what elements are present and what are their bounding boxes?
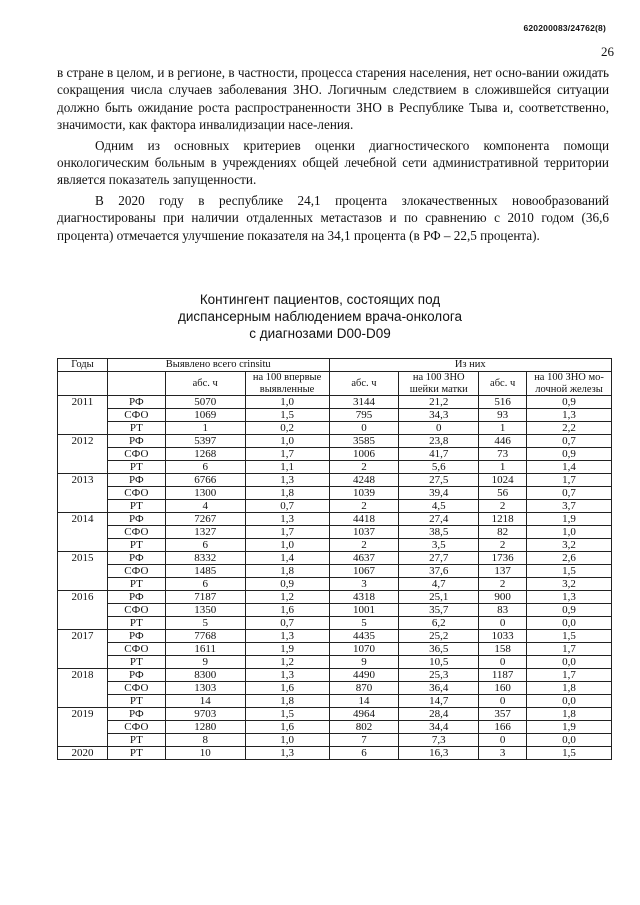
value-cell: 1,5 bbox=[245, 409, 329, 422]
value-cell: 3 bbox=[329, 578, 399, 591]
value-cell: 0 bbox=[479, 656, 527, 669]
value-cell: 0,7 bbox=[527, 435, 612, 448]
table-row bbox=[58, 396, 612, 409]
table-row bbox=[58, 552, 612, 565]
value-cell: 93 bbox=[479, 409, 527, 422]
value-cell: 1067 bbox=[329, 565, 399, 578]
value-cell: 1,0 bbox=[527, 526, 612, 539]
value-cell: 1,5 bbox=[527, 747, 612, 760]
value-cell: 25,2 bbox=[399, 630, 479, 643]
value-cell: 1,2 bbox=[245, 656, 329, 669]
value-cell: 28,4 bbox=[399, 708, 479, 721]
value-cell: 0 bbox=[479, 734, 527, 747]
value-cell: 6 bbox=[165, 578, 245, 591]
value-cell: 3144 bbox=[329, 396, 399, 409]
region-cell: РТ bbox=[107, 656, 165, 669]
value-cell: 1611 bbox=[165, 643, 245, 656]
value-cell: 6 bbox=[329, 747, 399, 760]
region-cell: РФ bbox=[107, 591, 165, 604]
value-cell: 1 bbox=[165, 422, 245, 435]
value-cell: 0,9 bbox=[527, 448, 612, 461]
value-cell: 0,7 bbox=[245, 617, 329, 630]
table-row bbox=[58, 513, 612, 526]
table-row bbox=[58, 734, 612, 747]
table-row bbox=[58, 643, 612, 656]
value-cell: 2 bbox=[479, 578, 527, 591]
region-cell: СФО bbox=[107, 682, 165, 695]
value-cell: 2 bbox=[329, 461, 399, 474]
value-cell: 4418 bbox=[329, 513, 399, 526]
paragraph-2: Одним из основных критериев оценки диагностического компонента помощи онкологическим больным в учреждениях общей лечебной сети административной территории является показатель запущенности. bbox=[57, 137, 609, 188]
region-cell: РТ bbox=[107, 539, 165, 552]
value-cell: 1,5 bbox=[245, 708, 329, 721]
region-cell: РФ bbox=[107, 513, 165, 526]
table-title-line: диспансерным наблюдением врача-онколога bbox=[178, 309, 462, 324]
value-cell: 25,1 bbox=[399, 591, 479, 604]
value-cell: 73 bbox=[479, 448, 527, 461]
region-cell: РТ bbox=[107, 695, 165, 708]
page-number: 26 bbox=[601, 44, 614, 59]
value-cell: 0,9 bbox=[527, 604, 612, 617]
value-cell: 357 bbox=[479, 708, 527, 721]
value-cell: 3 bbox=[479, 747, 527, 760]
value-cell: 1,7 bbox=[527, 669, 612, 682]
table-row bbox=[58, 487, 612, 500]
value-cell: 1,3 bbox=[245, 747, 329, 760]
value-cell: 1,8 bbox=[527, 682, 612, 695]
value-cell: 41,7 bbox=[399, 448, 479, 461]
header-detected: Выявлено всего crinsitu bbox=[107, 359, 329, 372]
value-cell: 870 bbox=[329, 682, 399, 695]
value-cell: 2 bbox=[329, 539, 399, 552]
table-row bbox=[58, 409, 612, 422]
region-cell: РФ bbox=[107, 474, 165, 487]
region-cell: СФО bbox=[107, 643, 165, 656]
table-row bbox=[58, 435, 612, 448]
value-cell: 16,3 bbox=[399, 747, 479, 760]
value-cell: 4435 bbox=[329, 630, 399, 643]
value-cell: 9 bbox=[165, 656, 245, 669]
table-row bbox=[58, 500, 612, 513]
year-cell: 2020 bbox=[58, 747, 108, 760]
region-cell: РФ bbox=[107, 552, 165, 565]
value-cell: 25,3 bbox=[399, 669, 479, 682]
value-cell: 1,8 bbox=[245, 565, 329, 578]
region-cell: РТ bbox=[107, 461, 165, 474]
table-row bbox=[58, 682, 612, 695]
value-cell: 27,4 bbox=[399, 513, 479, 526]
value-cell: 2 bbox=[479, 539, 527, 552]
value-cell: 82 bbox=[479, 526, 527, 539]
value-cell: 0 bbox=[399, 422, 479, 435]
value-cell: 0,9 bbox=[245, 578, 329, 591]
value-cell: 1,8 bbox=[527, 708, 612, 721]
table-row bbox=[58, 565, 612, 578]
value-cell: 10 bbox=[165, 747, 245, 760]
region-cell: РФ bbox=[107, 669, 165, 682]
document-id: 620200083/24762(8) bbox=[523, 23, 606, 33]
value-cell: 1,0 bbox=[245, 734, 329, 747]
value-cell: 1350 bbox=[165, 604, 245, 617]
value-cell: 1,2 bbox=[245, 591, 329, 604]
year-cell: 2019 bbox=[58, 708, 108, 747]
table-row bbox=[58, 617, 612, 630]
value-cell: 0,0 bbox=[527, 617, 612, 630]
value-cell: 160 bbox=[479, 682, 527, 695]
region-cell: СФО bbox=[107, 526, 165, 539]
value-cell: 446 bbox=[479, 435, 527, 448]
year-cell: 2017 bbox=[58, 630, 108, 669]
value-cell: 5,6 bbox=[399, 461, 479, 474]
value-cell: 1,4 bbox=[245, 552, 329, 565]
table-title bbox=[130, 291, 510, 342]
value-cell: 4490 bbox=[329, 669, 399, 682]
value-cell: 3,2 bbox=[527, 539, 612, 552]
value-cell: 37,6 bbox=[399, 565, 479, 578]
value-cell: 1037 bbox=[329, 526, 399, 539]
value-cell: 1,7 bbox=[245, 526, 329, 539]
value-cell: 1,8 bbox=[245, 487, 329, 500]
value-cell: 137 bbox=[479, 565, 527, 578]
header-blank bbox=[58, 372, 108, 396]
table-title-line: с диагнозами D00-D09 bbox=[249, 326, 391, 341]
table-row bbox=[58, 539, 612, 552]
year-cell: 2012 bbox=[58, 435, 108, 474]
value-cell: 27,7 bbox=[399, 552, 479, 565]
header-per100-cervix: на 100 ЗНО шейки матки bbox=[399, 372, 479, 396]
value-cell: 0 bbox=[479, 695, 527, 708]
value-cell: 795 bbox=[329, 409, 399, 422]
value-cell: 23,8 bbox=[399, 435, 479, 448]
table-row bbox=[58, 448, 612, 461]
value-cell: 39,4 bbox=[399, 487, 479, 500]
year-cell: 2011 bbox=[58, 396, 108, 435]
value-cell: 1,3 bbox=[527, 591, 612, 604]
header-of-them: Из них bbox=[329, 359, 611, 372]
value-cell: 1,5 bbox=[527, 565, 612, 578]
header-years: Годы bbox=[58, 359, 108, 372]
value-cell: 3,2 bbox=[527, 578, 612, 591]
table-row bbox=[58, 721, 612, 734]
table-row bbox=[58, 695, 612, 708]
region-cell: РТ bbox=[107, 578, 165, 591]
year-cell: 2018 bbox=[58, 669, 108, 708]
value-cell: 1 bbox=[479, 422, 527, 435]
value-cell: 10,5 bbox=[399, 656, 479, 669]
region-cell: СФО bbox=[107, 721, 165, 734]
value-cell: 1268 bbox=[165, 448, 245, 461]
region-cell: РФ bbox=[107, 396, 165, 409]
region-cell: РТ bbox=[107, 734, 165, 747]
value-cell: 5 bbox=[165, 617, 245, 630]
value-cell: 2,6 bbox=[527, 552, 612, 565]
value-cell: 1300 bbox=[165, 487, 245, 500]
value-cell: 802 bbox=[329, 721, 399, 734]
value-cell: 1,3 bbox=[245, 513, 329, 526]
table-row bbox=[58, 708, 612, 721]
value-cell: 1,1 bbox=[245, 461, 329, 474]
value-cell: 0,0 bbox=[527, 734, 612, 747]
year-cell: 2013 bbox=[58, 474, 108, 513]
value-cell: 1,7 bbox=[527, 474, 612, 487]
patients-table bbox=[57, 358, 612, 760]
value-cell: 1218 bbox=[479, 513, 527, 526]
value-cell: 21,2 bbox=[399, 396, 479, 409]
value-cell: 3585 bbox=[329, 435, 399, 448]
year-cell: 2015 bbox=[58, 552, 108, 591]
value-cell: 9703 bbox=[165, 708, 245, 721]
header-blank bbox=[107, 372, 165, 396]
value-cell: 5 bbox=[329, 617, 399, 630]
region-cell: РТ bbox=[107, 747, 165, 760]
value-cell: 1485 bbox=[165, 565, 245, 578]
value-cell: 1,9 bbox=[527, 721, 612, 734]
value-cell: 8332 bbox=[165, 552, 245, 565]
value-cell: 8300 bbox=[165, 669, 245, 682]
value-cell: 3,5 bbox=[399, 539, 479, 552]
value-cell: 0,7 bbox=[245, 500, 329, 513]
value-cell: 1,0 bbox=[245, 396, 329, 409]
value-cell: 34,3 bbox=[399, 409, 479, 422]
value-cell: 56 bbox=[479, 487, 527, 500]
header-abs: абс. ч bbox=[329, 372, 399, 396]
table-row bbox=[58, 526, 612, 539]
region-cell: СФО bbox=[107, 448, 165, 461]
value-cell: 1,6 bbox=[245, 682, 329, 695]
value-cell: 2 bbox=[479, 500, 527, 513]
value-cell: 1 bbox=[479, 461, 527, 474]
value-cell: 900 bbox=[479, 591, 527, 604]
value-cell: 1327 bbox=[165, 526, 245, 539]
value-cell: 1039 bbox=[329, 487, 399, 500]
value-cell: 0,0 bbox=[527, 656, 612, 669]
value-cell: 0 bbox=[329, 422, 399, 435]
value-cell: 38,5 bbox=[399, 526, 479, 539]
region-cell: РТ bbox=[107, 617, 165, 630]
header-abs: абс. ч bbox=[479, 372, 527, 396]
table-row bbox=[58, 591, 612, 604]
value-cell: 1,5 bbox=[527, 630, 612, 643]
value-cell: 166 bbox=[479, 721, 527, 734]
value-cell: 1,3 bbox=[245, 474, 329, 487]
paragraph-3: В 2020 году в республике 24,1 процента злокачественных новообразований диагностированы при наличии отдаленных метастазов и по сравнению с 2010 годом (36,6 процента) отмечается улучшение показателя на 34,1 процента (в РФ – 22,5 процента). bbox=[57, 192, 609, 243]
header-per100-breast: на 100 ЗНО мо-лочной железы bbox=[527, 372, 612, 396]
region-cell: СФО bbox=[107, 487, 165, 500]
table-row bbox=[58, 747, 612, 760]
value-cell: 1033 bbox=[479, 630, 527, 643]
value-cell: 1303 bbox=[165, 682, 245, 695]
value-cell: 1,9 bbox=[527, 513, 612, 526]
value-cell: 1,3 bbox=[245, 630, 329, 643]
value-cell: 3,7 bbox=[527, 500, 612, 513]
value-cell: 6766 bbox=[165, 474, 245, 487]
value-cell: 1,4 bbox=[527, 461, 612, 474]
header-abs: абс. ч bbox=[165, 372, 245, 396]
table-row bbox=[58, 474, 612, 487]
header-per100-first: на 100 впервые выявленные bbox=[245, 372, 329, 396]
value-cell: 7267 bbox=[165, 513, 245, 526]
region-cell: РФ bbox=[107, 435, 165, 448]
body-text bbox=[57, 64, 609, 244]
value-cell: 4,7 bbox=[399, 578, 479, 591]
table-row bbox=[58, 630, 612, 643]
region-cell: РФ bbox=[107, 708, 165, 721]
value-cell: 1006 bbox=[329, 448, 399, 461]
value-cell: 4964 bbox=[329, 708, 399, 721]
value-cell: 1070 bbox=[329, 643, 399, 656]
value-cell: 1,7 bbox=[527, 643, 612, 656]
value-cell: 1,6 bbox=[245, 721, 329, 734]
value-cell: 0,7 bbox=[527, 487, 612, 500]
value-cell: 35,7 bbox=[399, 604, 479, 617]
year-cell: 2016 bbox=[58, 591, 108, 630]
value-cell: 6 bbox=[165, 461, 245, 474]
paragraph-1: в стране в целом, и в регионе, в частности, процесса старения населения, нет осно-вании ожидать сокращения числа случаев заболевания ЗНО. Логичным следствием в сложившейся ситуации должно быть ожидание роста распространенности ЗНО в Республике Тыва и, соответственно, значимости, как фактора инвалидизации насе-ления. bbox=[57, 65, 609, 133]
value-cell: 0 bbox=[479, 617, 527, 630]
table-row bbox=[58, 461, 612, 474]
value-cell: 27,5 bbox=[399, 474, 479, 487]
value-cell: 34,4 bbox=[399, 721, 479, 734]
value-cell: 6,2 bbox=[399, 617, 479, 630]
value-cell: 36,4 bbox=[399, 682, 479, 695]
value-cell: 8 bbox=[165, 734, 245, 747]
value-cell: 1,3 bbox=[245, 669, 329, 682]
value-cell: 2,2 bbox=[527, 422, 612, 435]
value-cell: 0,2 bbox=[245, 422, 329, 435]
value-cell: 0,9 bbox=[527, 396, 612, 409]
region-cell: РФ bbox=[107, 630, 165, 643]
value-cell: 7187 bbox=[165, 591, 245, 604]
value-cell: 7,3 bbox=[399, 734, 479, 747]
value-cell: 1,8 bbox=[245, 695, 329, 708]
value-cell: 4637 bbox=[329, 552, 399, 565]
value-cell: 14,7 bbox=[399, 695, 479, 708]
value-cell: 1187 bbox=[479, 669, 527, 682]
value-cell: 1,9 bbox=[245, 643, 329, 656]
value-cell: 4248 bbox=[329, 474, 399, 487]
table-row bbox=[58, 669, 612, 682]
value-cell: 7768 bbox=[165, 630, 245, 643]
value-cell: 1069 bbox=[165, 409, 245, 422]
value-cell: 1024 bbox=[479, 474, 527, 487]
value-cell: 7 bbox=[329, 734, 399, 747]
table-row bbox=[58, 578, 612, 591]
table-row bbox=[58, 422, 612, 435]
value-cell: 4318 bbox=[329, 591, 399, 604]
value-cell: 1,6 bbox=[245, 604, 329, 617]
table-title-line: Контингент пациентов, состоящих под bbox=[199, 292, 441, 307]
value-cell: 14 bbox=[165, 695, 245, 708]
value-cell: 83 bbox=[479, 604, 527, 617]
value-cell: 2 bbox=[329, 500, 399, 513]
value-cell: 158 bbox=[479, 643, 527, 656]
value-cell: 14 bbox=[329, 695, 399, 708]
value-cell: 1,0 bbox=[245, 435, 329, 448]
value-cell: 4,5 bbox=[399, 500, 479, 513]
value-cell: 1001 bbox=[329, 604, 399, 617]
value-cell: 516 bbox=[479, 396, 527, 409]
value-cell: 1,3 bbox=[527, 409, 612, 422]
value-cell: 6 bbox=[165, 539, 245, 552]
value-cell: 0,0 bbox=[527, 695, 612, 708]
region-cell: СФО bbox=[107, 409, 165, 422]
value-cell: 5070 bbox=[165, 396, 245, 409]
year-cell: 2014 bbox=[58, 513, 108, 552]
value-cell: 1280 bbox=[165, 721, 245, 734]
region-cell: РТ bbox=[107, 500, 165, 513]
region-cell: СФО bbox=[107, 604, 165, 617]
table-row bbox=[58, 656, 612, 669]
value-cell: 9 bbox=[329, 656, 399, 669]
value-cell: 4 bbox=[165, 500, 245, 513]
region-cell: РТ bbox=[107, 422, 165, 435]
value-cell: 5397 bbox=[165, 435, 245, 448]
region-cell: СФО bbox=[107, 565, 165, 578]
value-cell: 1,0 bbox=[245, 539, 329, 552]
value-cell: 36,5 bbox=[399, 643, 479, 656]
value-cell: 1,7 bbox=[245, 448, 329, 461]
value-cell: 1736 bbox=[479, 552, 527, 565]
table-row bbox=[58, 604, 612, 617]
